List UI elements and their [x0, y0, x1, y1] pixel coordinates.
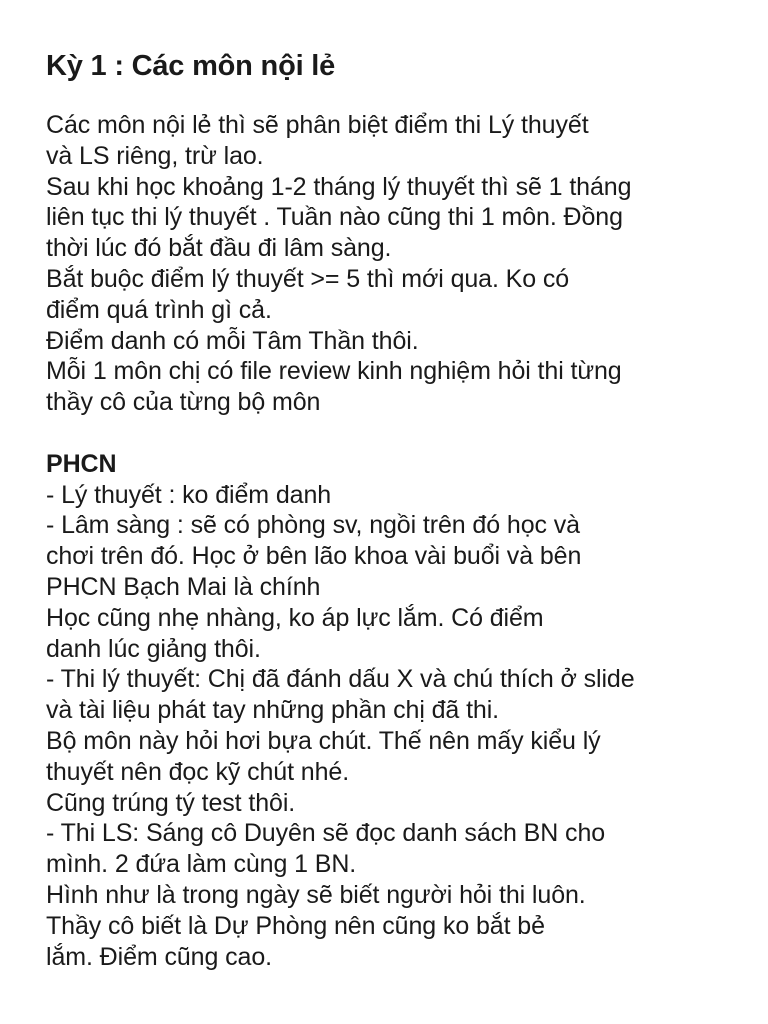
text-line: danh lúc giảng thôi.	[46, 634, 261, 663]
text-line: - Thi LS: Sáng cô Duyên sẽ đọc danh sách BN cho	[46, 819, 606, 848]
phcn-section	[46, 449, 728, 973]
text-line: Cũng trúng tý test thôi.	[46, 788, 296, 817]
text-line: Học cũng nhẹ nhàng, ko áp lực lắm. Có điểm	[46, 603, 544, 632]
text-line: Thầy cô biết là Dự Phòng nên cũng ko bắt bẻ	[46, 911, 545, 940]
text-line: Mỗi 1 môn chị có file review kinh nghiệm hỏi thi từng	[46, 357, 622, 386]
text-line: Sau khi học khoảng 1-2 tháng lý thuyết thì sẽ 1 tháng	[46, 172, 632, 201]
text-line: lắm. Điểm cũng cao.	[46, 942, 272, 971]
text-line: điểm quá trình gì cả.	[46, 295, 272, 324]
intro-paragraph	[46, 110, 728, 418]
text-line: - Lâm sàng : sẽ có phòng sv, ngồi trên đó học và	[46, 511, 580, 540]
text-line: Bộ môn này hỏi hơi bựa chút. Thế nên mấy kiểu lý	[46, 726, 601, 755]
text-line: Các môn nội lẻ thì sẽ phân biệt điểm thi Lý thuyết	[46, 111, 589, 139]
text-line: mình. 2 đứa làm cùng 1 BN.	[46, 850, 357, 879]
text-line: Hình như là trong ngày sẽ biết người hỏi thi luôn.	[46, 880, 586, 909]
text-line: PHCN Bạch Mai là chính	[46, 572, 321, 601]
text-line: - Lý thuyết : ko điểm danh	[46, 480, 332, 509]
text-line: thuyết nên đọc kỹ chút nhé.	[46, 757, 350, 786]
text-line: - Thi lý thuyết: Chị đã đánh dấu X và chú thích ở slide	[46, 665, 635, 694]
text-line: liên tục thi lý thuyết . Tuần nào cũng thi 1 môn. Đồng	[46, 203, 623, 232]
text-line: chơi trên đó. Học ở bên lão khoa vài buổi và bên	[46, 542, 582, 571]
document-title: Kỳ 1 : Các môn nội lẻ	[46, 50, 336, 82]
paragraph-spacer	[46, 418, 728, 449]
text-line: Bắt buộc điểm lý thuyết >= 5 thì mới qua. Ko có	[46, 264, 570, 293]
text-line: và LS riêng, trừ lao.	[46, 141, 264, 170]
section-heading: PHCN	[46, 449, 117, 478]
text-line: Điểm danh có mỗi Tâm Thần thôi.	[46, 326, 419, 355]
text-line: thời lúc đó bắt đầu đi lâm sàng.	[46, 234, 392, 263]
text-line: thầy cô của từng bộ môn	[46, 388, 321, 417]
text-line: và tài liệu phát tay những phần chị đã thi.	[46, 696, 500, 725]
